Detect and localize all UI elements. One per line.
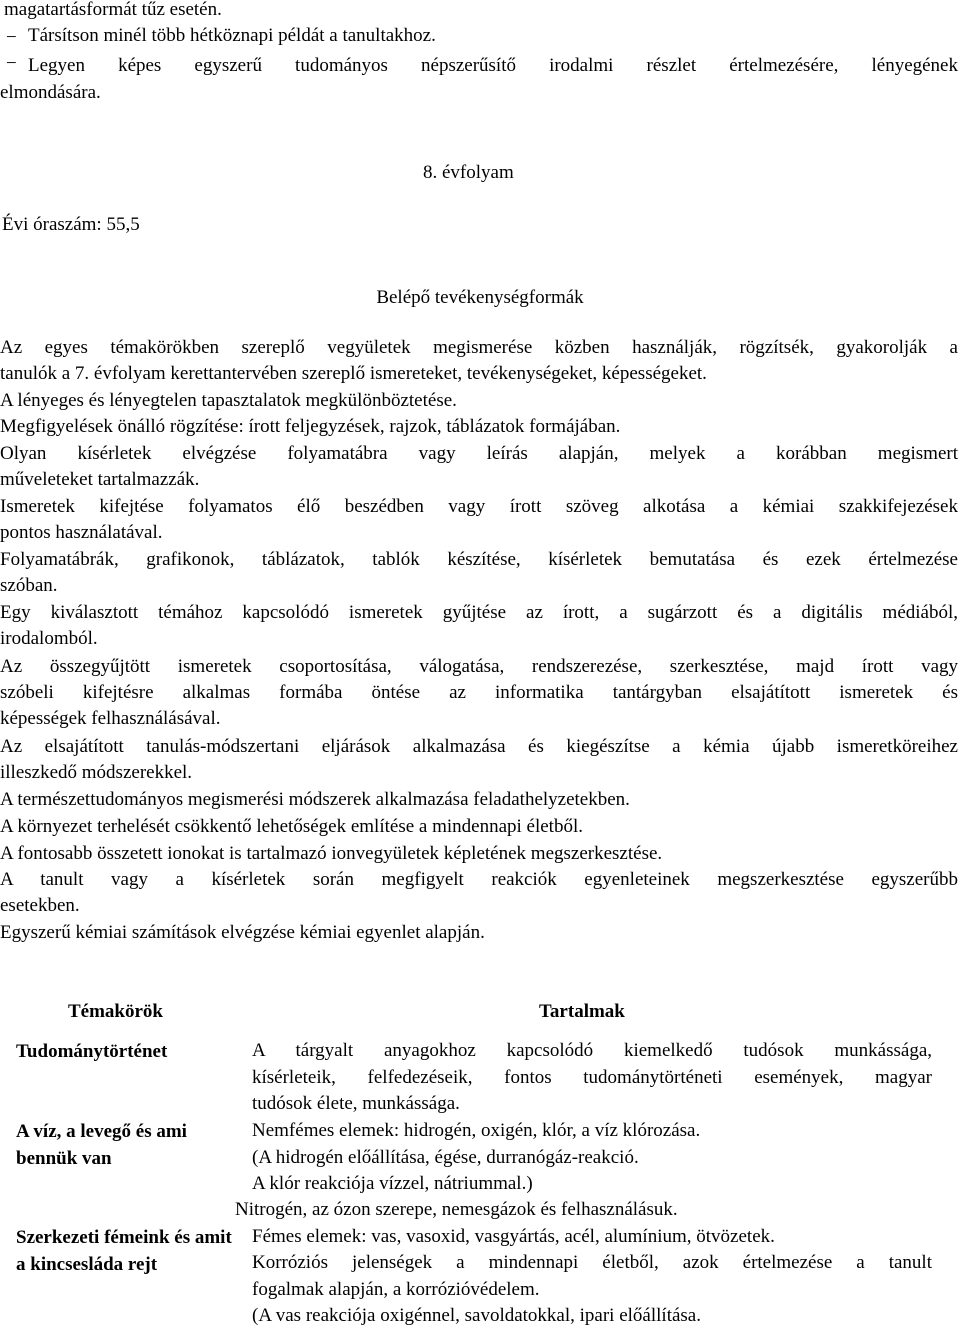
content-line: (A vas reakciója oxigénnel, savoldatokkal, ipari előállítása. [252, 1305, 701, 1326]
grade-title: 8. évfolyam [423, 162, 514, 183]
dash-bullet: − [6, 27, 17, 48]
content-line: Korróziós jelenségek a mindennapi életből, azok értelmezése a tanult [252, 1252, 932, 1273]
intro-line-3: Legyen képes egyszerű tudományos népszerűsítő irodalmi részlet értelmezésére, lényegének [28, 55, 958, 76]
paragraph [0, 441, 958, 493]
content-line: tudósok élete, munkássága. [252, 1093, 460, 1114]
paragraph: A lényeges és lényegtelen tapasztalatok megkülönböztetése. [0, 390, 457, 411]
content-line: fogalmak alapján, a korrózióvédelem. [252, 1278, 540, 1300]
paragraph-line: Az összegyűjtött ismeretek csoportosítása, válogatása, rendszerezése, szerkesztése, majd írott vagy [0, 656, 958, 677]
paragraph: Egyszerű kémiai számítások elvégzése kémiai egyenlet alapján. [0, 922, 485, 943]
content-line: A tárgyalt anyagokhoz kapcsolódó kiemelkedő tudósok munkássága, [252, 1040, 932, 1061]
paragraph: A környezet terhelését csökkentő lehetőségek említése a mindennapi életből. [0, 816, 583, 837]
paragraph [0, 734, 958, 786]
paragraph [0, 335, 958, 387]
col-header-contents: Tartalmak [539, 1001, 625, 1022]
paragraph [0, 600, 958, 652]
intro-line-1: magatartásformát tűz esetén. [4, 0, 222, 20]
paragraph: Megfigyelések önálló rögzítése: írott feljegyzések, rajzok, táblázatok formájában. [0, 416, 621, 437]
intro-line-2: Társítson minél több hétköznapi példát a tanultakhoz. [28, 25, 436, 46]
paragraph-line: képességek felhasználásával. [0, 708, 221, 729]
paragraph-line: pontos használatával. [0, 522, 163, 543]
paragraph-line: esetekben. [0, 895, 80, 916]
paragraph [0, 654, 958, 732]
paragraph-line: műveleteket tartalmazzák. [0, 469, 200, 490]
paragraph-line: Az elsajátított tanulás-módszertani eljárások alkalmazása és kiegészítse a kémia újabb ismeretköreihez [0, 736, 958, 757]
paragraph [0, 494, 958, 546]
dash-bullet: − [6, 53, 17, 74]
paragraph-line: Olyan kísérletek elvégzése folyamatábra vagy leírás alapján, melyek a korábban megismert [0, 443, 958, 464]
paragraph-line: Egy kiválasztott témához kapcsolódó ismeretek gyűjtése az írott, a sugárzott és a digitális médiából, [0, 602, 958, 623]
paragraph [0, 867, 958, 919]
topic-structural-metals: Szerkezeti fémeink és amit a kincsesláda rejt [16, 1227, 232, 1275]
content-line: (A hidrogén előállítása, égése, durranógáz-reakció. [252, 1147, 639, 1168]
col-header-topics: Témakörök [68, 1001, 163, 1022]
content-line: Nemfémes elemek: hidrogén, oxigén, klór, a víz klórozása. [252, 1120, 701, 1141]
paragraph: A fontosabb összetett ionokat is tartalmazó ionvegyületek képletének megszerkesztése. [0, 843, 663, 864]
section-title: Belépő tevékenységformák [376, 287, 584, 308]
annual-hours: Évi óraszám: 55,5 [2, 214, 140, 235]
paragraph-line: Ismeretek kifejtése folyamatos élő beszédben vagy írott szöveg alkotása a kémiai szakkifejezések [0, 496, 958, 517]
content-history-of-science [252, 1038, 932, 1118]
paragraph-line: Az egyes témakörökben szereplő vegyületek megismerése közben használják, rögzítsék, gyakorolják a [0, 337, 958, 358]
paragraph [0, 547, 958, 599]
paragraph-line: irodalomból. [0, 628, 98, 649]
content-line: Fémes elemek: vas, vasoxid, vasgyártás, acél, alumínium, ötvözetek. [252, 1226, 775, 1247]
topic-history-of-science: Tudománytörténet [16, 1041, 168, 1062]
paragraph: A természettudományos megismerési módszerek alkalmazása feladathelyzetekben. [0, 789, 630, 810]
content-line: A klór reakciója vízzel, nátriummal.) [252, 1173, 533, 1194]
paragraph-line: illeszkedő módszerekkel. [0, 762, 193, 783]
topic-water-air: A víz, a levegő és ami bennük van [16, 1121, 187, 1169]
content-line: kísérleteik, felfedezéseik, fontos tudománytörténeti események, magyar [252, 1066, 932, 1088]
paragraph-line: tanulók a 7. évfolyam kerettantervében szereplő ismereteket, tevékenységeket, képességeket. [0, 363, 707, 384]
intro-line-3-wrap [28, 53, 958, 79]
content-structural-metals [252, 1250, 932, 1303]
content-line: Nitrogén, az ózon szerepe, nemesgázok és felhasználásuk. [235, 1199, 678, 1220]
paragraph-line: Folyamatábrák, grafikonok, táblázatok, tablók készítése, kísérletek bemutatása és ezek értelmezése [0, 549, 958, 570]
paragraph-line: szóban. [0, 575, 58, 596]
intro-line-4: elmondására. [0, 82, 101, 103]
paragraph-line: szóbeli kifejtésre alkalmas formába öntése az informatika tantárgyban elsajátított ismeretek és [0, 682, 958, 703]
paragraph-line: A tanult vagy a kísérletek során megfigyelt reakciók egyenleteinek megszerkesztése egyszerűbb [0, 869, 958, 890]
